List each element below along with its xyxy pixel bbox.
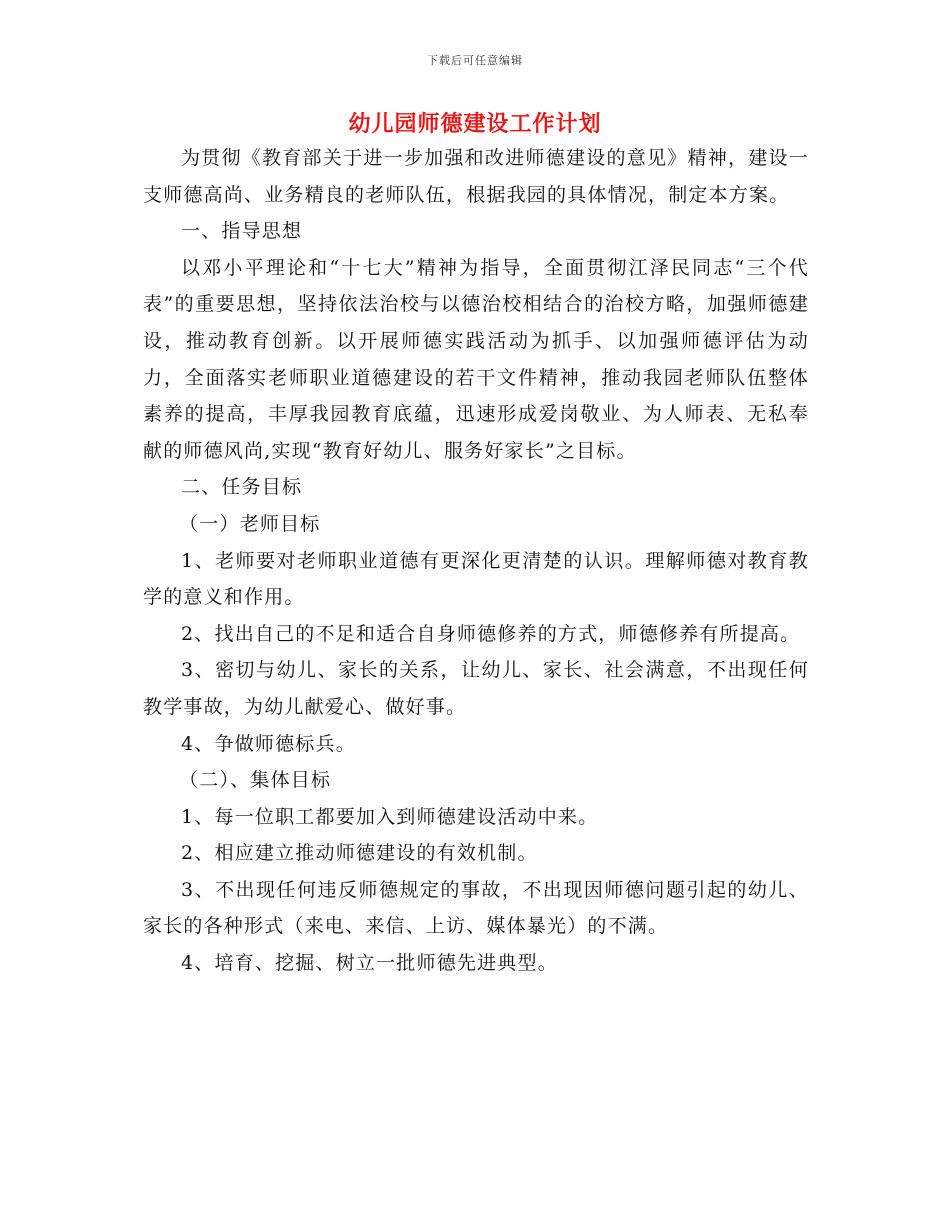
collective-goal-item: 2、相应建立推动师德建设的有效机制。: [181, 842, 538, 865]
header-note: 下载后可任意编辑: [427, 54, 523, 67]
subheading-collective-goals: （二）、集体目标: [179, 769, 332, 792]
teacher-goal-item: 1、老师要对老师职业道德有更深化更清楚的认识。理解师德对教育教学的意义和作用。: [143, 549, 809, 609]
guiding-ideology-paragraph: 以邓小平理论和“十七大”精神为指导，全面贯彻江泽民同志“三个代表”的重要思想，坚持依法治校与以德治校相结合的治校方略，加强师德建设，推动教育创新。以开展师德实践活动为抓手、以加强师德评估为动力，全面落实老师职业道德建设的若干文件精神，推动我园老师队伍整体素养的提高，丰厚我园教育底蕴，迅速形成爱岗敬业、为人师表、无私奉献的师德风尚,实现“教育好幼儿、服务好家长”之目标。: [143, 256, 809, 462]
section-heading-guiding-ideology: 一、指导思想: [181, 220, 303, 243]
document-body: [143, 140, 809, 982]
teacher-goal-item: 3、密切与幼儿、家长的关系，让幼儿、家长、社会满意，不出现任何教学事故，为幼儿献爱心、做好事。: [143, 659, 809, 718]
subheading-teacher-goals: （一）老师目标: [179, 512, 321, 535]
collective-goal-item: 3、不出现任何违反师德规定的事故，不出现因师德问题引起的幼儿、家长的各种形式（来电、来信、上访、媒体暴光）的不满。: [143, 878, 809, 938]
collective-goal-item: 4、培育、挖掘、树立一批师德先进典型。: [181, 952, 558, 975]
collective-goal-item: 1、每一位职工都要加入到师德建设活动中来。: [181, 805, 599, 828]
teacher-goal-item: 2、找出自己的不足和适合自身师德修养的方式，师德修养有所提高。: [181, 622, 801, 645]
intro-paragraph: 为贯彻《教育部关于进一步加强和改进师德建设的意见》精神，建设一支师德高尚、业务精良的老师队伍，根据我园的具体情况，制定本方案。: [143, 147, 809, 206]
teacher-goal-item: 4、争做师德标兵。: [181, 732, 356, 755]
document-title: 幼儿园师德建设工作计划: [348, 112, 602, 137]
section-heading-task-goals: 二、任务目标: [181, 476, 303, 499]
